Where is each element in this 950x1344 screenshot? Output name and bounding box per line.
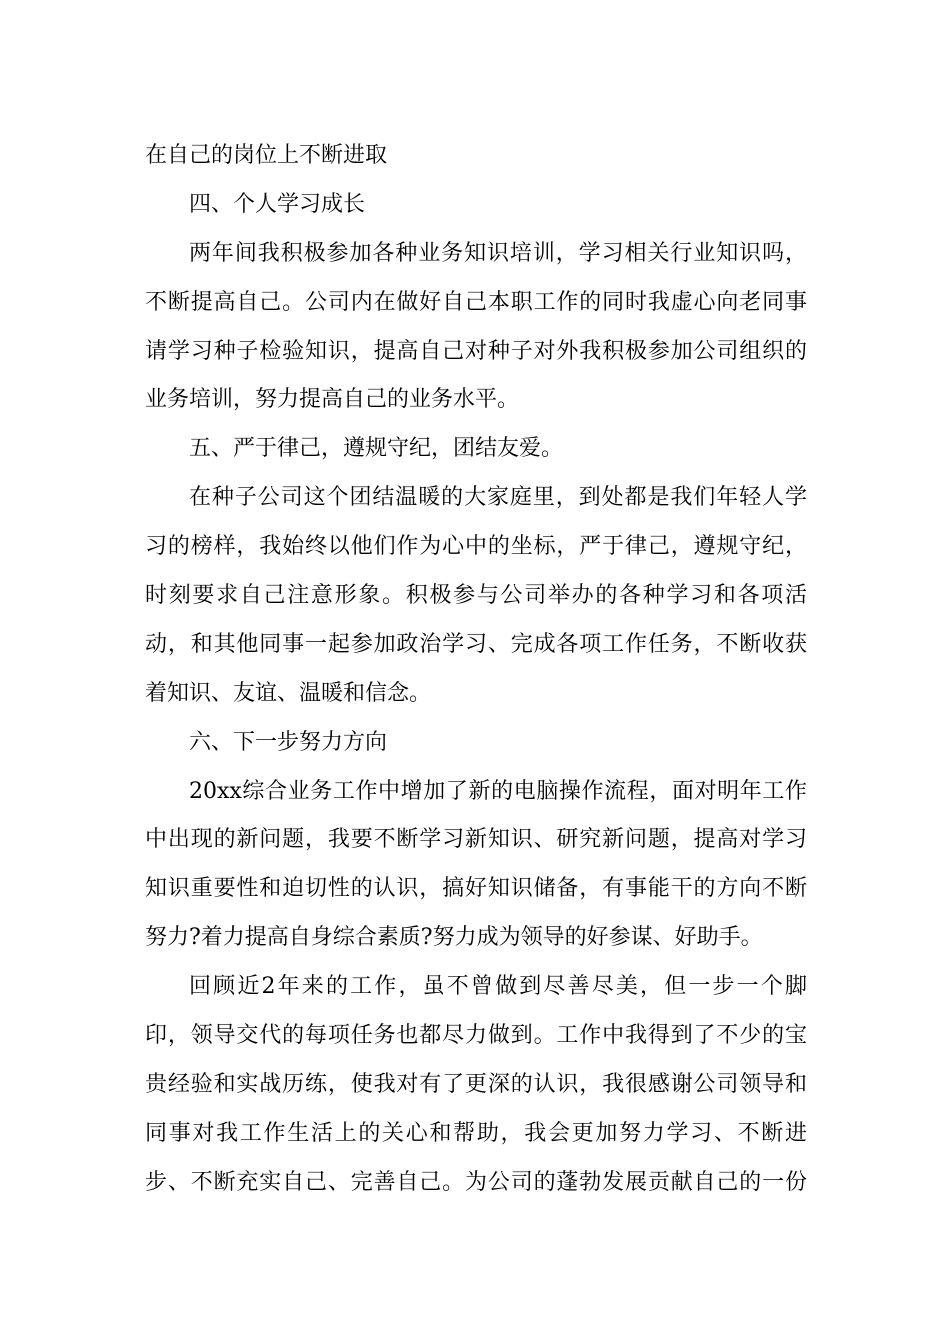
section-heading-6: 六、下一步努力方向: [189, 729, 388, 755]
section-heading-5: 五、严于律己，遵规守纪，团结友爱。: [189, 436, 564, 462]
section-heading-4: 四、个人学习成长: [189, 191, 366, 217]
text-line: 在自己的岗位上不断进取: [145, 143, 388, 168]
text-line: 知识重要性和迫切性的认识，搞好知识储备，有事能干的方向不断: [145, 876, 807, 902]
text-line: 步、不断充实自己、完善自己。为公司的蓬勃发展贡献自己的一份: [145, 1169, 807, 1195]
text-line: 在种子公司这个团结温暖的大家庭里，到处都是我们年轻人学: [189, 485, 807, 511]
text-line: 回顾近2年来的工作，虽不曾做到尽善尽美，但一步一个脚: [189, 974, 807, 1000]
document-body: [145, 132, 807, 1208]
text-line: 中出现的新问题，我要不断学习新知识、研究新问题，提高对学习: [145, 827, 807, 853]
text-line: 20xx综合业务工作中增加了新的电脑操作流程，面对明年工作: [189, 778, 807, 804]
text-line: 贵经验和实战历练，使我对有了更深的认识，我很感谢公司领导和: [145, 1071, 807, 1097]
text-line: 习的榜样，我始终以他们作为心中的坐标，严于律己，遵规守纪，: [145, 534, 807, 560]
text-line: 时刻要求自己注意形象。积极参与公司举办的各种学习和各项活: [145, 583, 807, 609]
text-line: 请学习种子检验知识，提高自己对种子对外我积极参加公司组织的: [145, 338, 807, 364]
text-line: 同事对我工作生活上的关心和帮助，我会更加努力学习、不断进: [145, 1120, 807, 1146]
text-line: 动，和其他同事一起参加政治学习、完成各项工作任务，不断收获: [145, 631, 807, 657]
text-line: 两年间我积极参加各种业务知识培训，学习相关行业知识吗，: [189, 240, 807, 266]
text-line: 着知识、友谊、温暖和信念。: [145, 680, 432, 706]
text-line: 不断提高自己。公司内在做好自己本职工作的同时我虚心向老同事: [145, 289, 807, 315]
text-line: 印，领导交代的每项任务也都尽力做到。工作中我得到了不少的宝: [145, 1023, 807, 1049]
text-line: 业务培训，努力提高自己的业务水平。: [145, 387, 520, 413]
text-line: 努力?着力提高自身综合素质?努力成为领导的好参谋、好助手。: [145, 925, 763, 951]
